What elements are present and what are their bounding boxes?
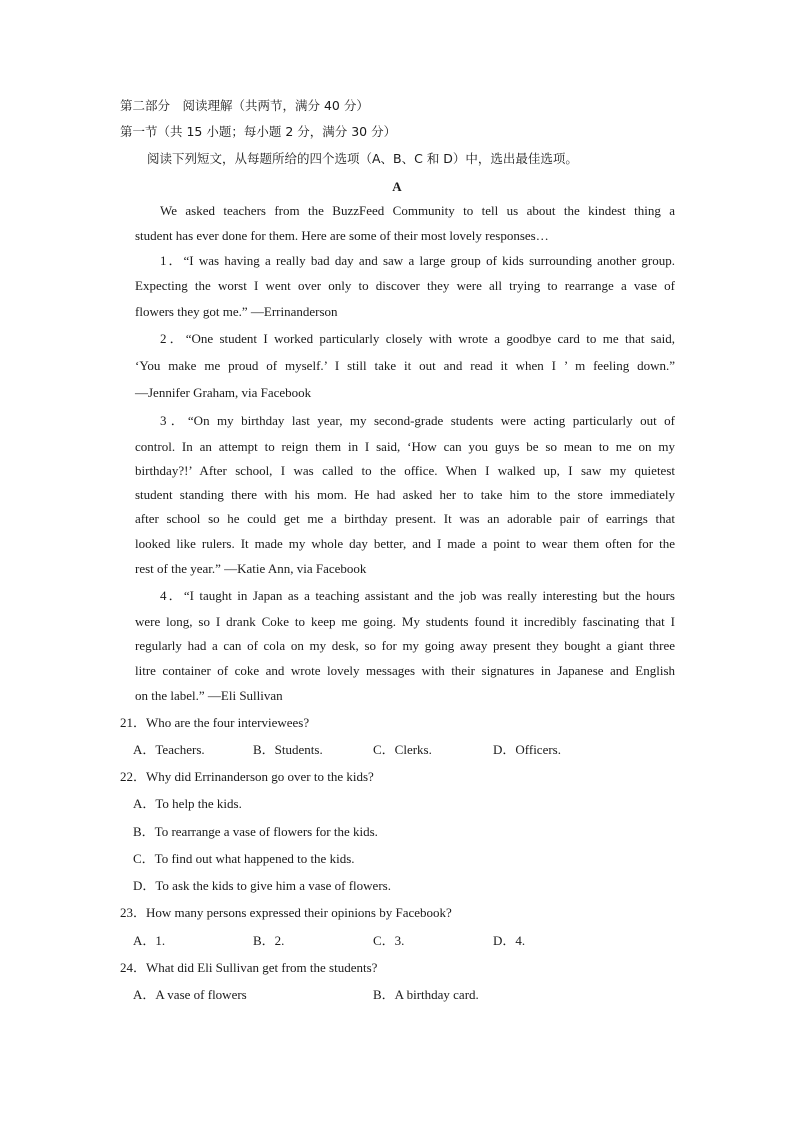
question-22-stem: 22．Why did Errinanderson go over to the kids? bbox=[120, 769, 374, 784]
instruction-text: 阅读下列短文，从每题所给的四个选项（A、B、C 和 D）中，选出最佳选项。 bbox=[147, 151, 578, 166]
section-heading: 第一节（共 15 小题；每小题 2 分，满分 30 分） bbox=[120, 124, 397, 139]
question-24-stem: 24．What did Eli Sullivan get from the students? bbox=[120, 960, 378, 975]
question-22-option-b[interactable]: B．To rearrange a vase of flowers for the kids. bbox=[133, 824, 378, 839]
response-2-line: ‘You make me proud of myself.’ I still take it out and read it when I ’ m feeling down.” bbox=[135, 358, 675, 373]
response-2-line: —Jennifer Graham, via Facebook bbox=[135, 385, 312, 400]
intro-line: student has ever done for them. Here are some of their most lovely responses… bbox=[135, 228, 549, 243]
response-1-line: flowers they got me.” —Errinanderson bbox=[135, 304, 338, 319]
question-24-option-a[interactable]: A．A vase of flowers bbox=[133, 987, 247, 1002]
question-22-option-a[interactable]: A．To help the kids. bbox=[133, 796, 242, 811]
question-21-stem: 21．Who are the four interviewees? bbox=[120, 715, 310, 730]
response-3-line: 3．“On my birthday last year, my second-grade students were acting particularly out of bbox=[160, 413, 675, 428]
response-4-line: on the label.” —Eli Sullivan bbox=[135, 688, 283, 703]
response-4-line: regularly had a can of cola on my desk, so for my going away present they bought a giant three bbox=[135, 638, 675, 653]
response-4-line: litre container of coke and wrote lovely messages with their signatures in Japanese and English bbox=[135, 663, 675, 678]
passage-title: A bbox=[392, 179, 402, 194]
question-22-option-c[interactable]: C．To find out what happened to the kids. bbox=[133, 851, 355, 866]
question-21-option-d[interactable]: D．Officers. bbox=[493, 742, 561, 757]
question-24-option-b[interactable]: B．A birthday card. bbox=[373, 987, 479, 1002]
intro-line: We asked teachers from the BuzzFeed Community to tell us about the kindest thing a bbox=[160, 203, 675, 218]
response-3-line: birthday?!’ After school, I was called to the office. When I walked up, I saw my quietest bbox=[135, 463, 675, 478]
question-23-option-d[interactable]: D．4. bbox=[493, 933, 526, 948]
response-3-line: control. In an attempt to reign them in I said, ‘How can you guys be so mean to me on my bbox=[135, 439, 675, 454]
response-3-line: student standing there with his mom. He had asked her to take him to the store immediately bbox=[135, 487, 675, 502]
response-3-line: looked like rulers. It made my whole day better, and I made a point to wear them often for the bbox=[135, 536, 675, 551]
response-3-line: rest of the year.” —Katie Ann, via Facebook bbox=[135, 561, 367, 576]
question-23-option-a[interactable]: A．1. bbox=[133, 933, 166, 948]
response-1-line: Expecting the worst I went over only to discover they were all trying to rearrange a vase of bbox=[135, 278, 675, 293]
question-23-option-b[interactable]: B．2. bbox=[253, 933, 285, 948]
question-22-option-d[interactable]: D．To ask the kids to give him a vase of flowers. bbox=[133, 878, 391, 893]
response-4-line: were long, so I drank Coke to keep me going. My students found it incredibly fascinating that I bbox=[135, 614, 675, 629]
question-21-option-a[interactable]: A．Teachers. bbox=[133, 742, 205, 757]
part-heading: 第二部分 阅读理解（共两节，满分 40 分） bbox=[120, 98, 369, 113]
question-23-stem: 23．How many persons expressed their opinions by Facebook? bbox=[120, 905, 452, 920]
response-1-line: 1．“I was having a really bad day and saw a large group of kids surrounding another group. bbox=[160, 253, 675, 268]
response-3-line: after school so he could get me a birthday present. It was an adorable pair of earrings that bbox=[135, 511, 675, 526]
question-23-option-c[interactable]: C．3. bbox=[373, 933, 405, 948]
response-4-line: 4．“I taught in Japan as a teaching assistant and the job was really interesting but the hours bbox=[160, 588, 675, 603]
question-21-option-b[interactable]: B．Students. bbox=[253, 742, 323, 757]
response-2-line: 2．“One student I worked particularly closely with wrote a goodbye card to me that said, bbox=[160, 331, 675, 346]
question-21-option-c[interactable]: C．Clerks. bbox=[373, 742, 432, 757]
